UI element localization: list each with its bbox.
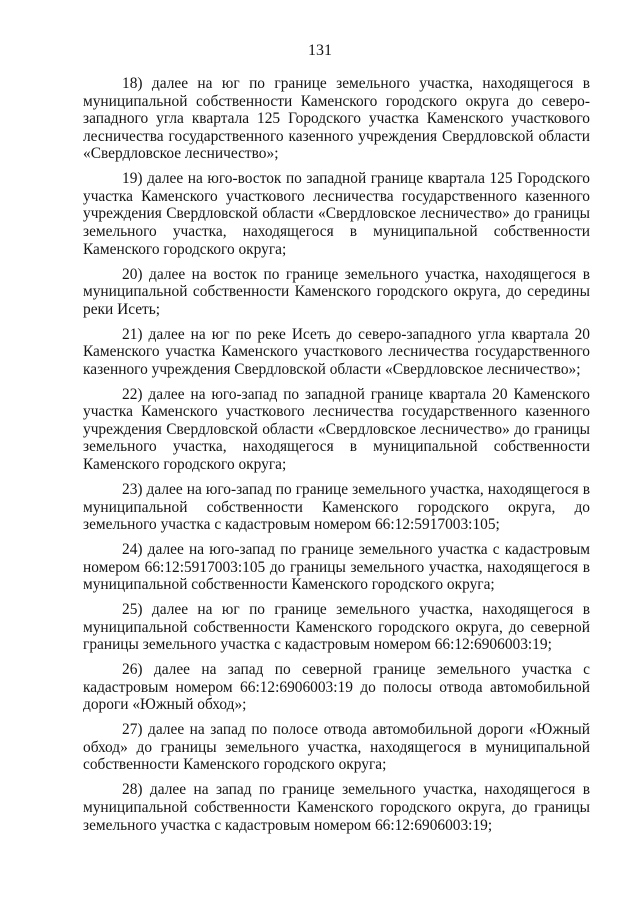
paragraph-23: 23) далее на юго-запад по границе земельного участка, находящегося в муниципальной собственности Каменского городского округа, до земельного участка с кадастровым номером 66:12:5917003:105; [83,480,590,534]
paragraph-24: 24) далее на юго-запад по границе земельного участка с кадастровым номером 66:12:5917003:105 до границы земельного участка, находящегося в муниципальной собственности Каменского городского округа; [83,541,590,594]
paragraph-21: 21) далее на юг по реке Исеть до северо-западного угла квартала 20 Каменского участка Каменского участкового лесничества государственного казенного учреждения Свердловской области «Свердловское лесничество»; [83,325,590,378]
paragraph-20: 20) далее на восток по границе земельного участка, находящегося в муниципальной собственности Каменского городского округа, до середины реки Исеть; [83,265,590,318]
paragraph-22: 22) далее на юго-запад по западной границе квартала 20 Каменского участка Каменского участкового лесничества государственного казенного учреждения Свердловской области «Свердловское лесничество» до границы земельного участка, находящегося в муниципальной собственности Каменского городского округа; [83,385,590,474]
page-number: 131 [308,42,332,59]
paragraph-25: 25) далее на юг по границе земельного участка, находящегося в муниципальной собственности Каменского городского округа, до северной границы земельного участка с кадастровым номером 66:12:6906003:19; [83,601,590,654]
paragraph-19: 19) далее на юго-восток по западной границе квартала 125 Городского участка Каменского участкового лесничества государственного казенного учреждения Свердловской области «Свердловское лесничество» до границы земельного участка, находящегося в муниципальной собственности Каменского городского округа; [83,170,590,258]
paragraph-18: 18) далее на юг по границе земельного участка, находящегося в муниципальной собственности Каменского городского округа до северо-западного угла квартала 125 Городского участка Каменского участкового лесничества государственного казенного учреждения Свердловской области «Свердловское лесничество»; [83,75,590,163]
document-body [83,75,590,841]
paragraph-27: 27) далее на запад по полосе отвода автомобильной дороги «Южный обход» до границы земельного участка, находящегося в муниципальной собственности Каменского городского округа; [83,721,590,774]
paragraph-26: 26) далее на запад по северной границе земельного участка с кадастровым номером 66:12:6906003:19 до полосы отвода автомобильной дороги «Южный обход»; [83,661,590,714]
paragraph-28: 28) далее на запад по границе земельного участка, находящегося в муниципальной собственности Каменского городского округа, до границы земельного участка с кадастровым номером 66:12:6906003:19; [83,781,590,834]
